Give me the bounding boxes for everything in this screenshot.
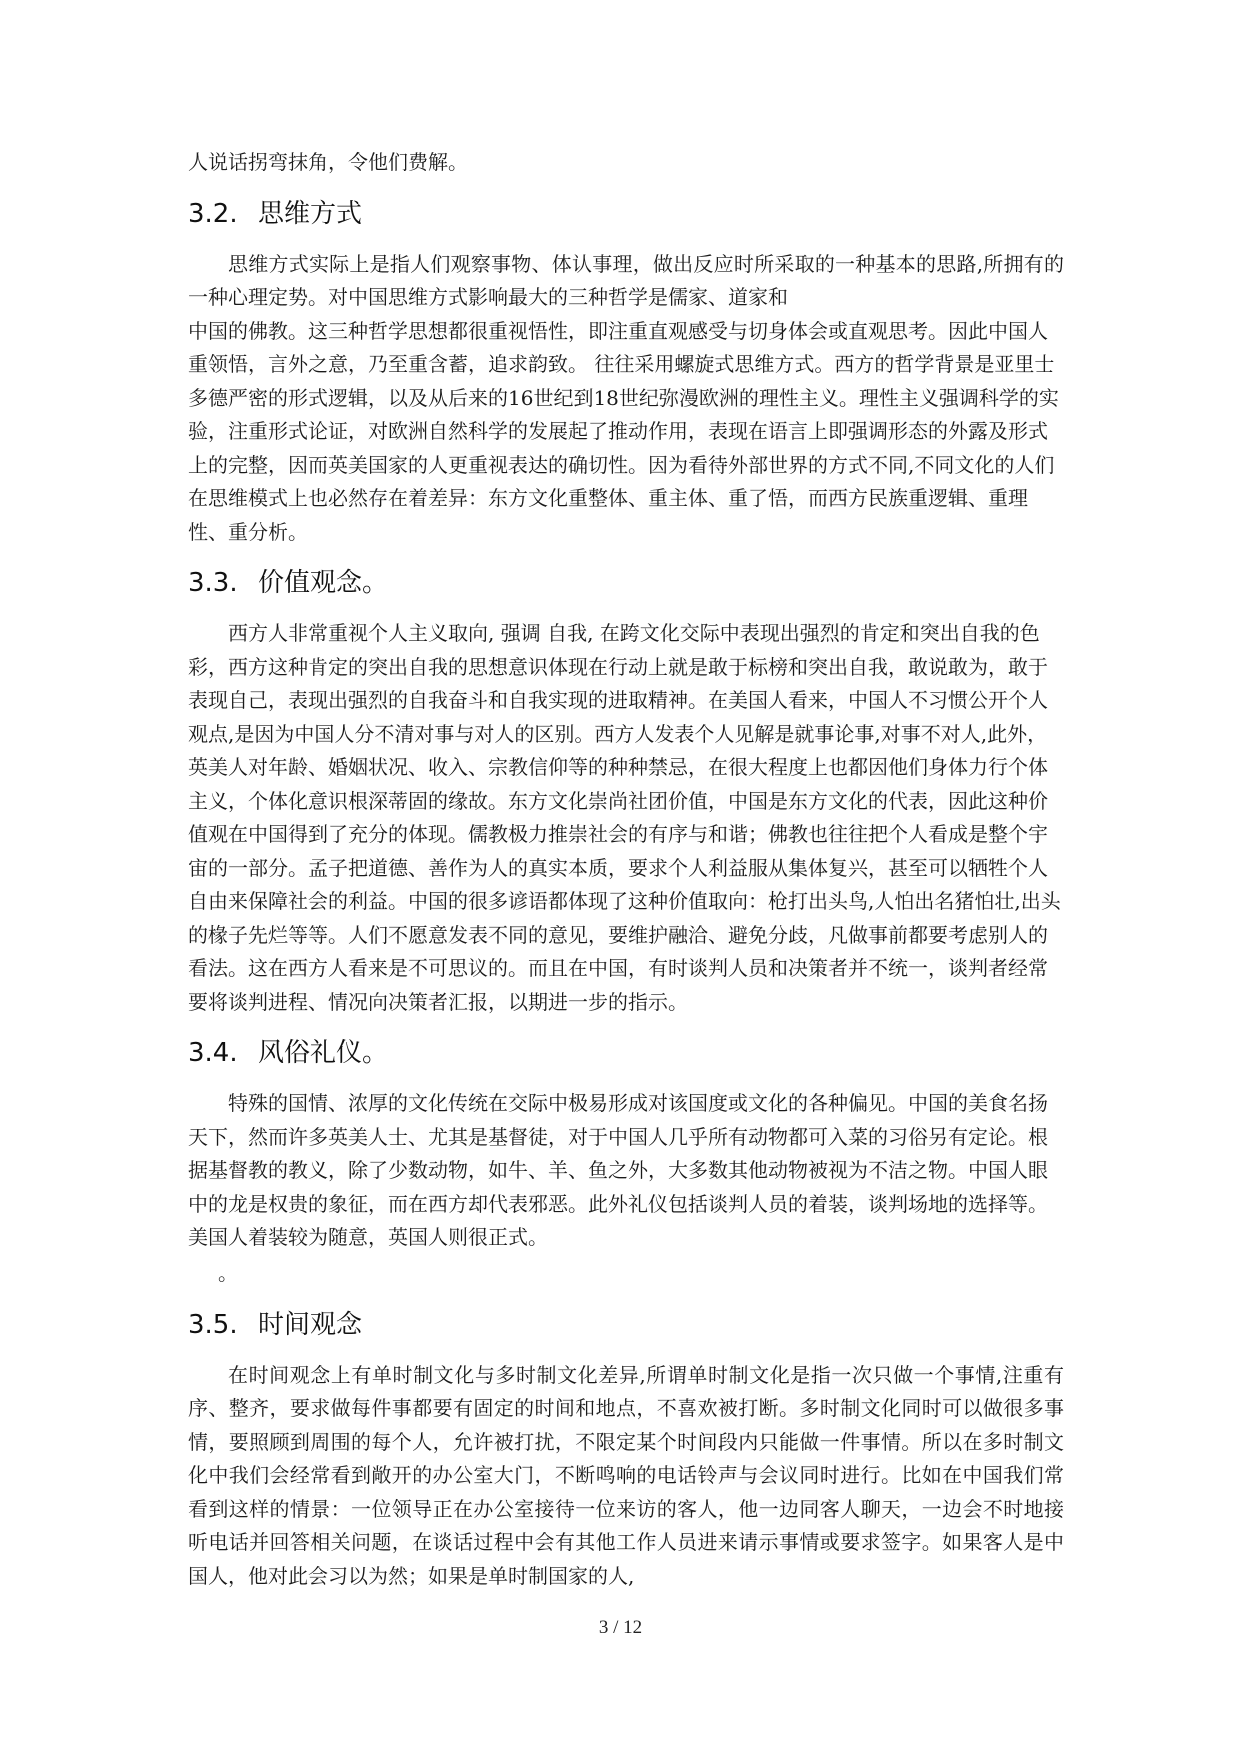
section-number: 3.5. bbox=[188, 1309, 238, 1340]
paragraph: 西方人非常重视个人主义取向, 强调 自我, 在跨文化交际中表现出强烈的肯定和突出自我的色彩，西方这种肯定的突出自我的思想意识体现在行动上就是敢于标榜和突出自我，敢说敢为，敢于表现自己，表现出强烈的自我奋斗和自我实现的进取精神。在美国人看来，中国人不习惯公开个人观点,是因为中国人分不清对事与对人的区别。西方人发表个人见解是就事论事,对事不对人,此外，英美人对年龄、婚姻状况、收入、宗教信仰等的种种禁忌，在很大程度上也都因他们身体力行个体主义，个体化意识根深蒂固的缘故。东方文化崇尚社团价值，中国是东方文化的代表，因此这种价值观在中国得到了充分的体现。儒教极力推崇社会的有序与和谐；佛教也往往把个人看成是整个宇宙的一部分。孟子把道德、善作为人的真实本质，要求个人利益服从集体复兴，甚至可以牺牲个人自由来保障社会的利益。中国的很多谚语都体现了这种价值取向：枪打出头鸟,人怕出名猪怕壮,出头的椽子先烂等等。人们不愿意发表不同的意见，要维护融洽、避免分歧，凡做事前都要考虑别人的看法。这在西方人看来是不可思议的。而且在中国，有时谈判人员和决策者并不统一，谈判者经常要将谈判进程、情况向决策者汇报，以期进一步的指示。 bbox=[188, 621, 1061, 1014]
section-heading-3-3 bbox=[188, 563, 1064, 603]
section-heading-3-5 bbox=[188, 1305, 1064, 1345]
paragraph: 思维方式实际上是指人们观察事物、体认事理，做出反应时所采取的一种基本的思路,所拥有的一种心理定势。对中国思维方式影响最大的三种哲学是儒家、道家和 bbox=[188, 251, 1064, 309]
section-number: 3.4. bbox=[188, 1038, 238, 1068]
page-body bbox=[188, 146, 1064, 1593]
section-title: 思维方式 bbox=[258, 198, 363, 229]
section-number: 3.2. bbox=[188, 198, 238, 229]
stray-period: 。 bbox=[218, 1260, 238, 1285]
section-title: 价值观念。 bbox=[258, 568, 389, 598]
section-heading-3-4 bbox=[188, 1033, 1064, 1073]
page-number: 3 / 12 bbox=[598, 1617, 643, 1638]
section-title: 时间观念 bbox=[258, 1309, 363, 1340]
paragraph: 中国的佛教。这三种哲学思想都很重视悟性，即注重直观感受与切身体会或直观思考。因此中国人重领悟，言外之意，乃至重含蓄，追求韵致。 往往采用螺旋式思维方式。西方的哲学背景是亚里士多德严密的形式逻辑，以及从后来的16世纪到18世纪弥漫欧洲的理性主义。理性主义强调科学的实验，注重形式论证，对欧洲自然科学的发展起了推动作用，表现在语言上即强调形态的外露及形式上的完整，因而英美国家的人更重视表达的确切性。因为看待外部世界的方式不同,不同文化的人们在思维模式上也必然存在着差异：东方文化重整体、重主体、重了悟，而西方民族重逻辑、重理性、重分析。 bbox=[188, 318, 1059, 544]
paragraph: 在时间观念上有单时制文化与多时制文化差异,所谓单时制文化是指一次只做一个事情,注重有序、整齐，要求做每件事都要有固定的时间和地点，不喜欢被打断。多时制文化同时可以做很多事情，要照顾到周围的每个人，允许被打扰，不限定某个时间段内只能做一件事情。所以在多时制文化中我们会经常看到敞开的办公室大门，不断鸣响的电话铃声与会议同时进行。比如在中国我们常看到这样的情景：一位领导正在办公室接待一位来访的客人，他一边同客人聊天，一边会不时地接听电话并回答相关问题，在谈话过程中会有其他工作人员进来请示事情或要求签字。如果客人是中国人，他对此会习以为然；如果是单时制国家的人, bbox=[188, 1362, 1064, 1588]
section-number: 3.3. bbox=[188, 568, 238, 598]
section-title: 风俗礼仪。 bbox=[258, 1038, 389, 1068]
continuation-paragraph: 人说话拐弯抹角，令他们费解。 bbox=[188, 150, 468, 174]
paragraph: 特殊的国情、浓厚的文化传统在交际中极易形成对该国度或文化的各种偏见。中国的美食名扬天下，然而许多英美人士、尤其是基督徒，对于中国人几乎所有动物都可入菜的习俗另有定论。根据基督教的教义，除了少数动物，如牛、羊、鱼之外，大多数其他动物被视为不洁之物。中国人眼中的龙是权贵的象征，而在西方却代表邪恶。此外礼仪包括谈判人员的着装，谈判场地的选择等。美国人着装较为随意，英国人则很正式。 bbox=[188, 1091, 1048, 1249]
section-heading-3-2 bbox=[188, 194, 1064, 234]
